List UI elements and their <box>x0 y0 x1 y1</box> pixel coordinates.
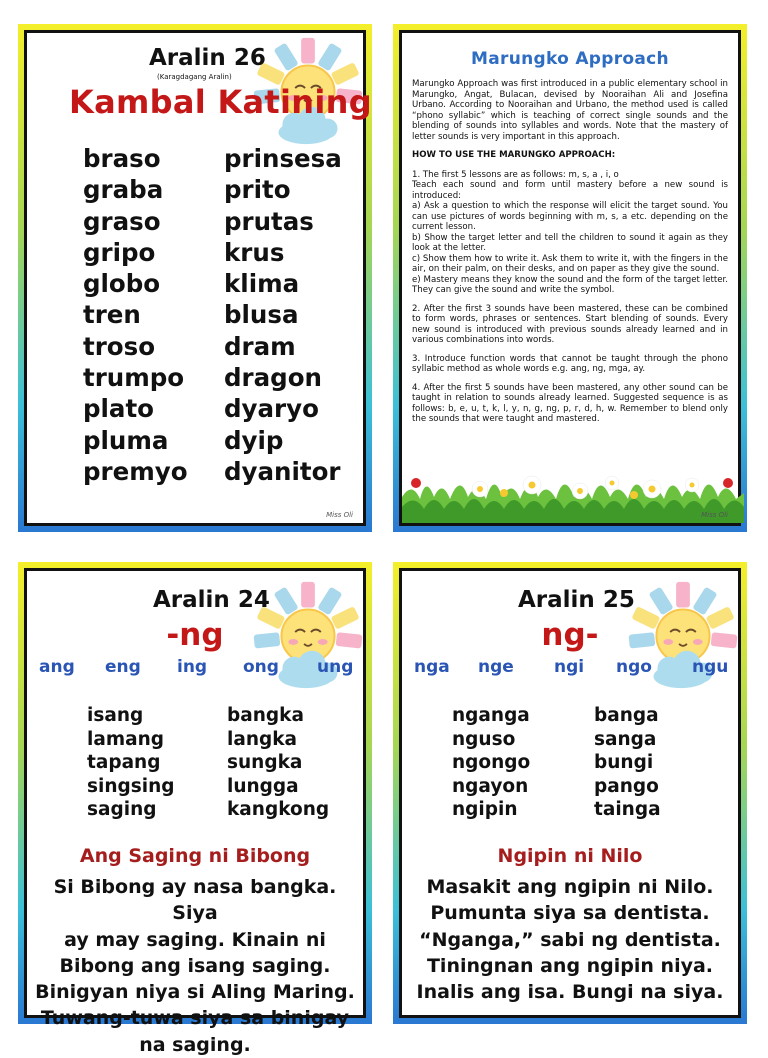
lesson-title: Aralin 26 <box>149 45 266 71</box>
step-2: 2. After the first 3 sounds have been mastered, these can be combined to form words, phrases or sentences. Start blending of sounds. Every new sound is introduced with previous sounds already learned and in various combinations into words. <box>412 303 728 345</box>
list-item: kangkong <box>227 799 330 821</box>
step-1 <box>412 170 728 296</box>
list-item: lungga <box>227 775 299 797</box>
list-item: dyaryo <box>224 394 319 424</box>
list-item: nganga <box>452 705 530 726</box>
step-1-line: e) Mastery means they know the sound and the form of the target letter. They can give the sound and write the symbol. <box>412 274 728 295</box>
lesson-title: Aralin 25 <box>518 587 635 613</box>
list-item: tren <box>83 300 141 330</box>
list-item: plato <box>83 394 155 424</box>
word-list-left <box>83 143 188 487</box>
step-3: 3. Introduce function words that cannot be taught through the phono syllabic method as whole words e.g. ang, ng, mga, ay. <box>412 353 728 374</box>
word-list-right <box>594 704 661 822</box>
list-item: ngayon <box>452 775 529 797</box>
story-line: Tiningnan ang ngipin niya. <box>426 954 714 977</box>
list-item: blusa <box>224 300 299 330</box>
syllable: ang <box>39 657 75 677</box>
story-line: Binigyan niya si Aling Maring. <box>35 981 355 1004</box>
list-item: bangka <box>227 705 304 726</box>
syllable: ngu <box>692 657 729 677</box>
syllable: ngi <box>554 657 585 677</box>
howto-heading: HOW TO USE THE MARUNGKO APPROACH: <box>412 150 616 160</box>
card-aralin-26 <box>18 24 372 532</box>
list-item: sungka <box>227 752 303 774</box>
card-aralin-25 <box>393 562 747 1024</box>
step-1-line: Teach each sound and form until mastery before a new sound is introduced: <box>412 180 728 201</box>
list-item: nguso <box>452 728 516 750</box>
word-list-right <box>224 143 342 487</box>
list-item: klima <box>224 269 300 299</box>
step-1-line: c) Show them how to write it. Ask them to write it, with the fingers in the air, on their palm, on their desks, and on paper as they give the sound. <box>412 253 728 274</box>
syllable: ung <box>317 657 354 677</box>
step-4: 4. After the first 5 sounds have been mastered, any other sound can be taught in relation to sounds already learned. Suggested sequence is as follows: b, e, u, t, k, l, y, n, g, ng, p, r, d, h, w. Remember to blend only the sounds that were taught and mastered. <box>412 382 728 424</box>
syllable: nge <box>478 657 514 677</box>
list-item: dyanitor <box>224 456 341 486</box>
list-item: dragon <box>224 363 322 393</box>
list-item: krus <box>224 237 285 267</box>
story-title: Ngipin ni Nilo <box>497 845 643 867</box>
list-item: ngongo <box>452 752 531 774</box>
list-item: graba <box>83 175 164 205</box>
list-item: braso <box>83 144 161 173</box>
list-item: banga <box>594 705 659 726</box>
story-title: Ang Saging ni Bibong <box>79 845 311 867</box>
list-item: dyip <box>224 425 284 455</box>
step-1-line: a) Ask a question to which the response will elicit the target sound. You can use pictures of words beginning with m, s, a etc. depending on the current lesson. <box>412 201 728 232</box>
list-item: prutas <box>224 206 314 236</box>
story-line: “Nganga,” sabi ng dentista. <box>419 928 721 951</box>
step-1-line: 1. The first 5 lessons are as follows: m, s, a , i, o <box>412 169 619 180</box>
syllable: nga <box>414 657 450 677</box>
story-line: Bibong ang isang saging. <box>59 954 331 977</box>
list-item: ngipin <box>452 799 518 821</box>
story-line: Inalis ang isa. Bungi na siya. <box>416 981 724 1004</box>
marungko-body <box>412 79 728 433</box>
list-item: prito <box>224 175 291 205</box>
list-item: singsing <box>87 775 175 797</box>
story-line: Masakit ang ngipin ni Nilo. <box>426 876 714 898</box>
list-item: saging <box>87 799 157 821</box>
syllable: ong <box>243 657 279 677</box>
author-signature: Miss Oli <box>326 511 353 519</box>
lesson-heading: -ng <box>166 617 224 653</box>
story-line: Si Bibong ay nasa bangka. Siya <box>53 876 337 925</box>
story-line: Pumunta siya sa dentista. <box>430 902 710 925</box>
list-item: tainga <box>594 799 661 821</box>
list-item: langka <box>227 728 298 750</box>
list-item: sanga <box>594 728 657 750</box>
list-item: tapang <box>87 752 161 774</box>
list-item: troso <box>83 331 156 361</box>
story-line: Tuwang-tuwa siya sa binigay <box>40 1007 350 1030</box>
story-line: ay may saging. Kinain ni <box>64 928 326 951</box>
card-aralin-24 <box>18 562 372 1056</box>
marungko-title: Marungko Approach <box>471 49 669 69</box>
card-marungko <box>393 24 747 532</box>
story-text <box>33 874 357 1058</box>
list-item: graso <box>83 206 161 236</box>
card-inner <box>399 30 741 526</box>
word-list-left <box>452 704 530 822</box>
lesson-subtitle: (Karagdagang Aralin) <box>157 73 232 81</box>
list-item: prinsesa <box>224 144 342 173</box>
list-item: isang <box>87 705 144 726</box>
author-signature: Miss Oli <box>701 511 728 519</box>
card-inner <box>24 30 372 526</box>
list-item: globo <box>83 269 161 299</box>
lesson-heading: ng- <box>541 617 599 653</box>
story-text <box>408 874 732 1005</box>
word-list-right <box>227 704 329 822</box>
list-item: bungi <box>594 752 654 774</box>
story-line: na saging. <box>139 1033 251 1056</box>
flower-grass-icon <box>402 463 744 523</box>
step-1-line: b) Show the target letter and tell the children to sound it again as they look at the letter. <box>412 232 728 253</box>
list-item: trumpo <box>83 363 185 393</box>
list-item: dram <box>224 331 296 361</box>
list-item: gripo <box>83 237 156 267</box>
list-item: premyo <box>83 456 188 486</box>
syllable: ing <box>177 657 208 677</box>
lesson-heading: Kambal Katining <box>69 83 372 121</box>
card-inner <box>24 568 366 1056</box>
list-item: pluma <box>83 425 169 455</box>
word-list-left <box>87 704 175 822</box>
lesson-title: Aralin 24 <box>153 587 270 613</box>
intro-paragraph: Marungko Approach was first introduced in a public elementary school in Marungko, Angat, Bulacan, devised by Nooraihan Ali and Josefina Urbano. According to Nooraihan and Urbano, the method used is called “phono syllabic” which is teaching of correct single sounds and the blending of sounds into syllables and words. Note that the mastery of letter sounds is very important in this approach. <box>412 79 728 142</box>
syllable: eng <box>105 657 141 677</box>
list-item: lamang <box>87 728 164 750</box>
list-item: pango <box>594 775 659 797</box>
card-inner <box>399 568 741 1018</box>
syllable: ngo <box>616 657 652 677</box>
